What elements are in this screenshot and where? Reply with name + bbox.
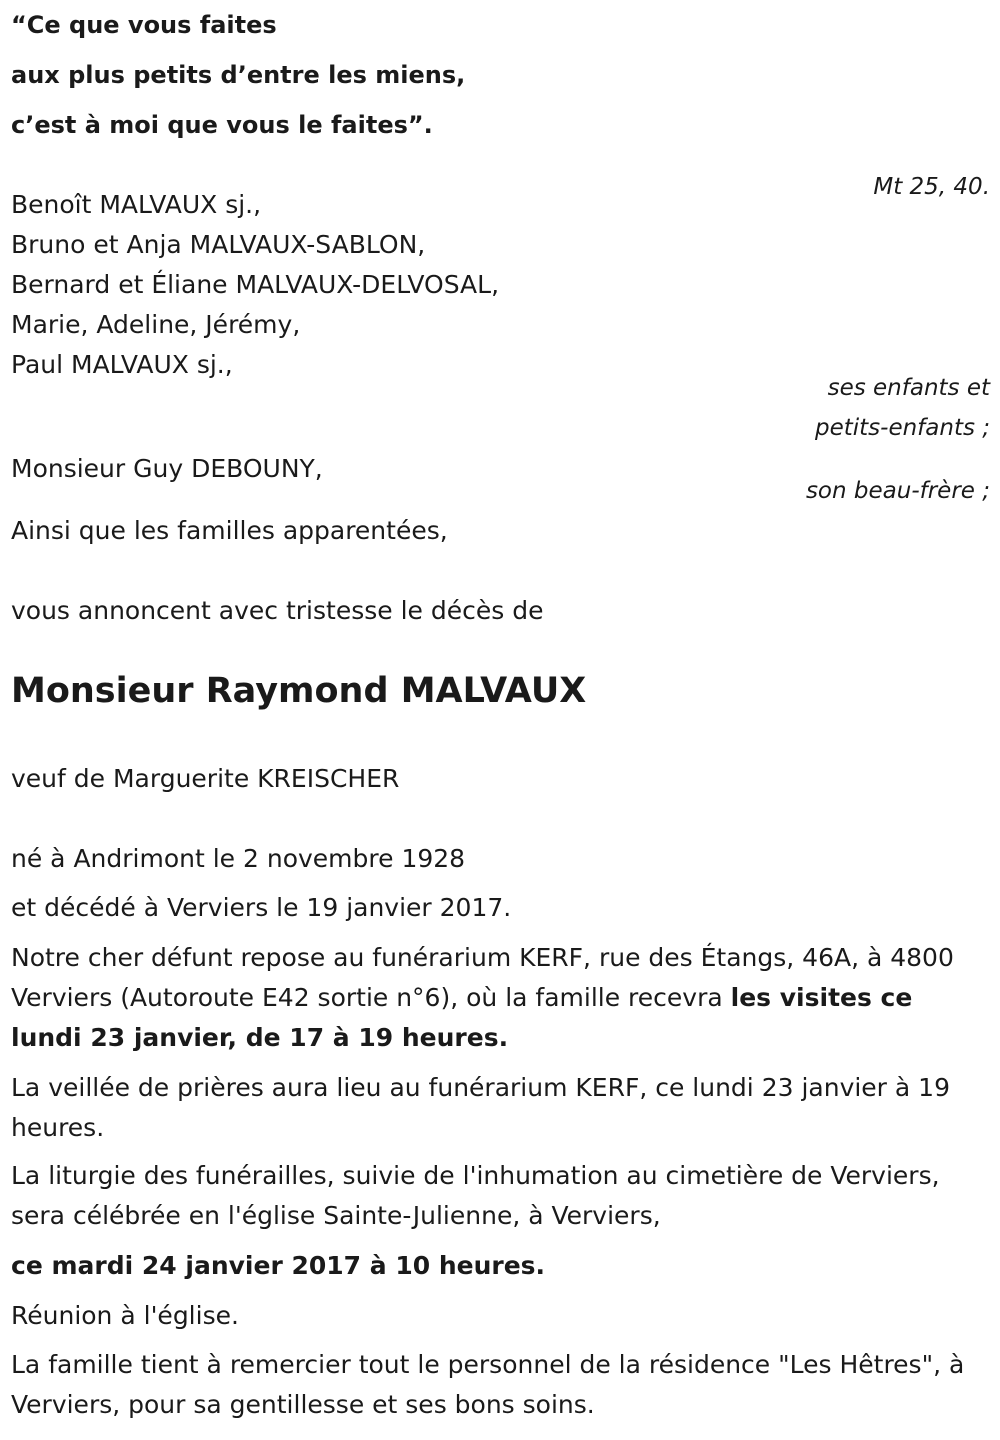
visits-bold: les visites ce lundi 23 janvier, de 17 à 19 heures.: [11, 983, 913, 1052]
relation-children-line-2: petits-enfants ;: [814, 415, 990, 441]
relatives-line: Ainsi que les familles apparentées,: [11, 516, 448, 545]
family-name-1: Benoît MALVAUX sj.,: [11, 190, 262, 219]
widower-line: veuf de Marguerite KREISCHER: [11, 764, 400, 793]
liturgy-paragraph: La liturgie des funérailles, suivie de l'inhumation au cimetière de Verviers, sera célébrée en l'église Sainte-Julienne, à Verviers,: [11, 1161, 940, 1230]
meeting-line: Réunion à l'église.: [11, 1301, 239, 1330]
death-line: et décédé à Verviers le 19 janvier 2017.: [11, 893, 512, 922]
deceased-name: Monsieur Raymond MALVAUX: [11, 671, 587, 711]
family-name-5: Paul MALVAUX sj.,: [11, 350, 233, 379]
liturgy-date: ce mardi 24 janvier 2017 à 10 heures.: [11, 1251, 546, 1280]
quote-line-3: c’est à moi que vous le faites”.: [11, 111, 433, 139]
vigil-paragraph: La veillée de prières aura lieu au funérarium KERF, ce lundi 23 janvier à 19 heures.: [11, 1073, 950, 1142]
visits-paragraph: [11, 938, 971, 1058]
family-name-4: Marie, Adeline, Jérémy,: [11, 310, 301, 339]
announcement-line: vous annoncent avec tristesse le décès de: [11, 596, 544, 625]
birth-line: né à Andrimont le 2 novembre 1928: [11, 844, 466, 873]
brother-in-law-name: Monsieur Guy DEBOUNY,: [11, 454, 323, 483]
visits-text: Notre cher défunt repose au funérarium KERF, rue des Étangs, 46A, à 4800 Verviers (Autoroute E42 sortie n°6), où la famille recevra: [11, 943, 954, 1012]
relation-children-line-1: ses enfants et: [827, 375, 990, 401]
quote-reference: Mt 25, 40.: [873, 174, 990, 200]
quote-line-2: aux plus petits d’entre les miens,: [11, 61, 466, 89]
family-name-2: Bruno et Anja MALVAUX-SABLON,: [11, 230, 426, 259]
thanks-paragraph: La famille tient à remercier tout le personnel de la résidence "Les Hêtres", à Verviers, pour sa gentillesse et ses bons soins.: [11, 1350, 965, 1419]
relation-brother-in-law: son beau-frère ;: [805, 478, 990, 504]
family-name-3: Bernard et Éliane MALVAUX-DELVOSAL,: [11, 270, 500, 299]
quote-line-1: “Ce que vous faites: [11, 11, 277, 39]
